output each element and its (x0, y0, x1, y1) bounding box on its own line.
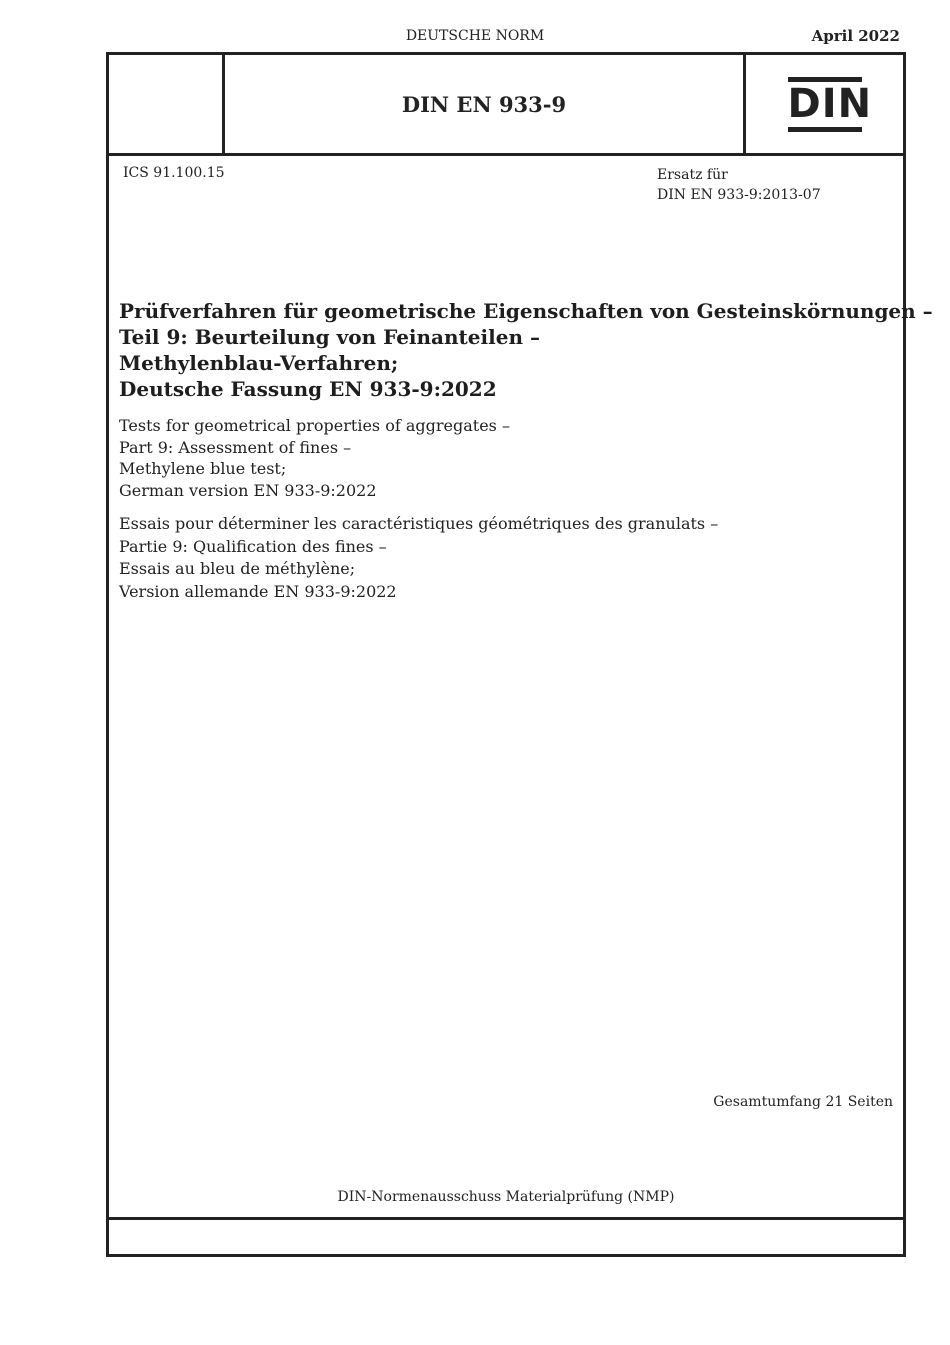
header-cell-logo (746, 55, 903, 153)
french-title (119, 513, 889, 603)
english-title-line: Tests for geometrical properties of aggregates – (119, 416, 510, 435)
french-title-line: Essais pour déterminer les caractéristiques géométriques des granulats – (119, 514, 719, 533)
header-row (109, 55, 903, 156)
header-cell-number (225, 55, 746, 153)
english-title-line: Part 9: Assessment of fines – (119, 437, 352, 457)
french-title-line: Partie 9: Qualification des fines – (119, 536, 387, 556)
document-number: DIN EN 933-9 (401, 91, 567, 117)
german-title-line: Prüfverfahren für geometrische Eigenschaften von Gesteinskörnungen – (119, 299, 933, 323)
publication-date: April 2022 (811, 27, 900, 45)
german-title-line: Teil 9: Beurteilung von Feinanteilen – (119, 325, 540, 349)
french-title-line: Essais au bleu de méthylène; (119, 559, 356, 578)
german-title-line: Methylenblau-Verfahren; (119, 351, 399, 375)
logo-bottom-bar (788, 127, 862, 132)
bottom-divider (109, 1217, 903, 1220)
replaces-label: Ersatz für (657, 167, 728, 183)
standards-committee: DIN-Normenausschuss Materialprüfung (NMP) (337, 1189, 675, 1205)
document-category: DEUTSCHE NORM (405, 28, 545, 44)
total-pages: Gesamtumfang 21 Seiten (713, 1094, 893, 1110)
english-title-line: German version EN 933-9:2022 (119, 480, 377, 500)
german-title (119, 298, 933, 402)
replaces-document: DIN EN 933-9:2013-07 (657, 187, 821, 203)
german-title-line: Deutsche Fassung EN 933-9:2022 (119, 377, 497, 401)
logo-text: DIN (787, 80, 873, 127)
cover-frame (106, 52, 933, 1257)
english-title (119, 415, 889, 501)
replaces-block (657, 165, 821, 205)
english-title-line: Methylene blue test; (119, 459, 287, 478)
french-title-line: Version allemande EN 933-9:2022 (119, 581, 397, 601)
header-cell-empty (109, 55, 225, 153)
din-logo (787, 77, 873, 132)
ics-code: ICS 91.100.15 (123, 165, 225, 181)
